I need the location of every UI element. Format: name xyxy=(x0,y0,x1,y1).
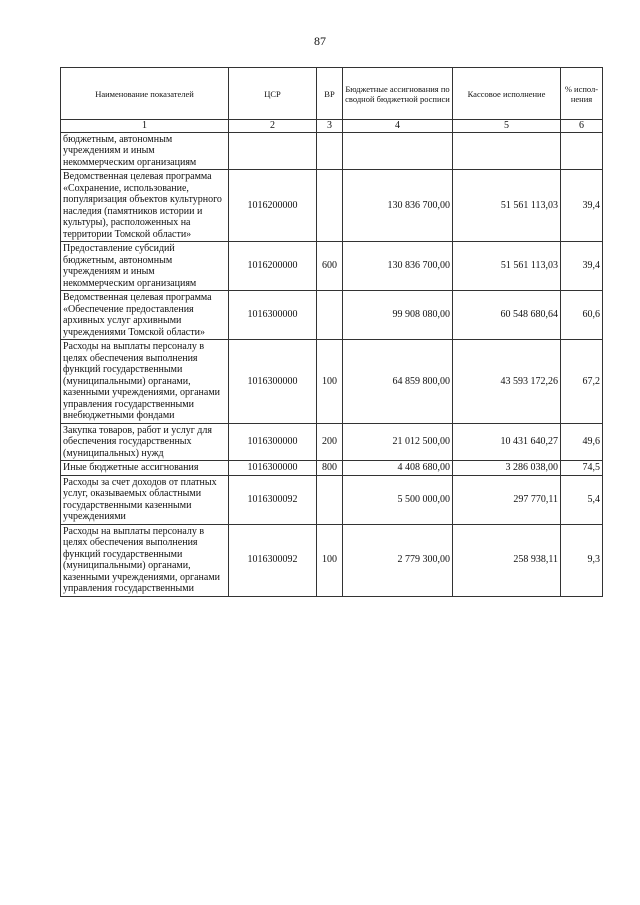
row-cash: 51 561 113,03 xyxy=(453,242,561,291)
row-percent: 49,6 xyxy=(561,423,603,461)
row-vr xyxy=(317,132,343,170)
page-number: 87 xyxy=(314,34,326,48)
row-percent: 39,4 xyxy=(561,242,603,291)
row-csr xyxy=(229,132,317,170)
table-row xyxy=(61,132,603,170)
row-csr: 1016300000 xyxy=(229,461,317,476)
row-budget: 130 836 700,00 xyxy=(343,242,453,291)
row-name: Предоставление субсидий бюджетным, автономным учреждениям и иным некоммерческим организациям xyxy=(61,242,229,291)
header-budget: Бюджетные ассигнования по сводной бюджетной росписи xyxy=(343,68,453,120)
row-budget: 130 836 700,00 xyxy=(343,170,453,242)
row-name: бюджетным, автономным учреждениям и иным некоммерческим организациям xyxy=(61,132,229,170)
row-csr: 1016300000 xyxy=(229,423,317,461)
header-name: Наименование показателей xyxy=(61,68,229,120)
budget-table xyxy=(60,67,603,597)
row-budget xyxy=(343,132,453,170)
row-cash: 51 561 113,03 xyxy=(453,170,561,242)
row-vr xyxy=(317,170,343,242)
column-number: 2 xyxy=(229,120,317,133)
row-name: Расходы на выплаты персоналу в целях обеспечения выполнения функций государственными (муниципальными) органами, казенными учреждениями, органами управления государственными xyxy=(61,524,229,596)
row-percent: 67,2 xyxy=(561,340,603,424)
table-row xyxy=(61,524,603,596)
row-budget: 21 012 500,00 xyxy=(343,423,453,461)
table-row xyxy=(61,423,603,461)
row-percent: 60,6 xyxy=(561,291,603,340)
table-row xyxy=(61,170,603,242)
column-number: 1 xyxy=(61,120,229,133)
row-cash xyxy=(453,132,561,170)
row-cash: 43 593 172,26 xyxy=(453,340,561,424)
row-vr xyxy=(317,291,343,340)
row-percent: 39,4 xyxy=(561,170,603,242)
row-name: Закупка товаров, работ и услуг для обеспечения государственных (муниципальных) нужд xyxy=(61,423,229,461)
row-percent: 74,5 xyxy=(561,461,603,476)
row-csr: 1016200000 xyxy=(229,242,317,291)
row-percent: 9,3 xyxy=(561,524,603,596)
row-vr: 100 xyxy=(317,340,343,424)
row-name: Расходы за счет доходов от платных услуг, оказываемых областными государственными казенными учреждениями xyxy=(61,475,229,524)
row-budget: 4 408 680,00 xyxy=(343,461,453,476)
table-row xyxy=(61,475,603,524)
header-csr: ЦСР xyxy=(229,68,317,120)
row-vr xyxy=(317,475,343,524)
column-number: 3 xyxy=(317,120,343,133)
row-name: Иные бюджетные ассигнования xyxy=(61,461,229,476)
table-row xyxy=(61,461,603,476)
row-name: Расходы на выплаты персоналу в целях обеспечения выполнения функций государственными (муниципальными) органами, казенными учреждениями, органами управления государственными внебюджетными фондами xyxy=(61,340,229,424)
row-vr: 200 xyxy=(317,423,343,461)
column-number: 6 xyxy=(561,120,603,133)
row-name: Ведомственная целевая программа «Сохранение, использование, популяризация объектов культурного наследия (памятников истории и культуры), расположенных на территории Томской области» xyxy=(61,170,229,242)
row-cash: 297 770,11 xyxy=(453,475,561,524)
row-budget: 5 500 000,00 xyxy=(343,475,453,524)
row-percent xyxy=(561,132,603,170)
table-row xyxy=(61,291,603,340)
row-csr: 1016300092 xyxy=(229,475,317,524)
row-budget: 2 779 300,00 xyxy=(343,524,453,596)
row-csr: 1016200000 xyxy=(229,170,317,242)
row-budget: 99 908 080,00 xyxy=(343,291,453,340)
row-budget: 64 859 800,00 xyxy=(343,340,453,424)
row-vr: 100 xyxy=(317,524,343,596)
header-vr: ВР xyxy=(317,68,343,120)
row-csr: 1016300000 xyxy=(229,340,317,424)
table-header-row xyxy=(61,68,603,120)
row-cash: 60 548 680,64 xyxy=(453,291,561,340)
row-vr: 800 xyxy=(317,461,343,476)
column-number: 5 xyxy=(453,120,561,133)
row-name: Ведомственная целевая программа «Обеспечение предоставления архивных услуг архивными учреждениями Томской области» xyxy=(61,291,229,340)
row-vr: 600 xyxy=(317,242,343,291)
row-cash: 258 938,11 xyxy=(453,524,561,596)
row-csr: 1016300000 xyxy=(229,291,317,340)
row-percent: 5,4 xyxy=(561,475,603,524)
row-csr: 1016300092 xyxy=(229,524,317,596)
column-number: 4 xyxy=(343,120,453,133)
header-percent: % испол-нения xyxy=(561,68,603,120)
table-row xyxy=(61,340,603,424)
header-cash: Кассовое исполнение xyxy=(453,68,561,120)
table-row xyxy=(61,242,603,291)
column-number-row xyxy=(61,120,603,133)
row-cash: 10 431 640,27 xyxy=(453,423,561,461)
row-cash: 3 286 038,00 xyxy=(453,461,561,476)
